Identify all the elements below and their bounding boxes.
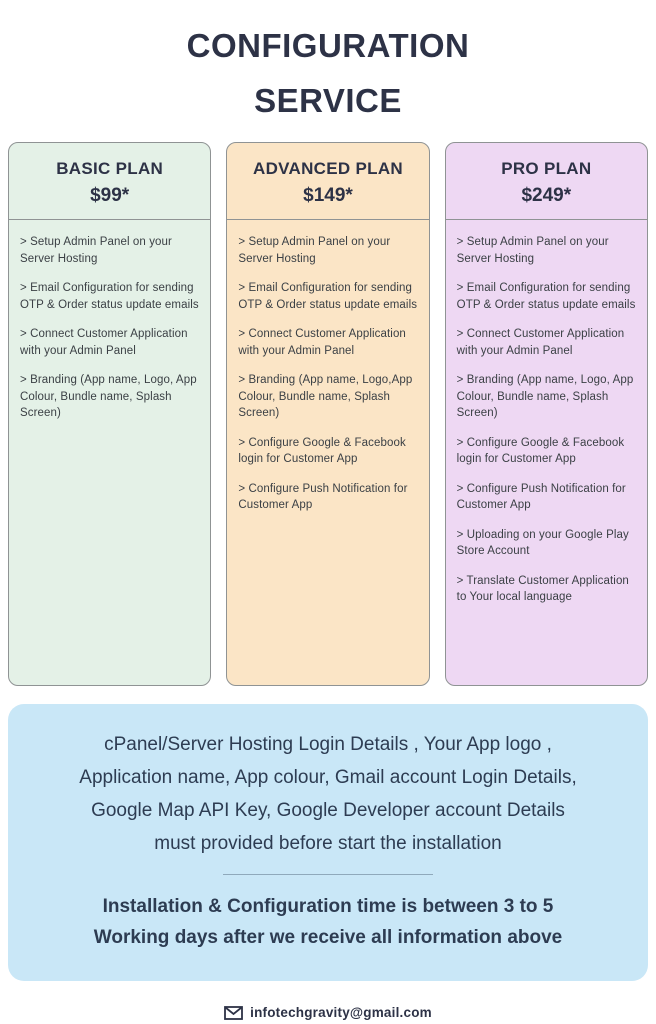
feature-item: > Branding (App name, Logo,App Colour, Bundle name, Splash Screen) [238,374,413,419]
pro-plan-card [445,142,648,686]
page-title [0,0,656,128]
feature-item: > Setup Admin Panel on your Server Hosting [20,236,172,265]
email-address[interactable]: infotechgravity@gmail.com [250,1005,432,1020]
pro-plan-features [446,220,647,629]
feature-item: > Email Configuration for sending OTP & Order status update emails [238,282,418,311]
page-title-line1: CONFIGURATION [186,27,470,64]
pro-plan-price: $249* [521,185,572,206]
feature-item: > Connect Customer Application with your Admin Panel [238,328,406,357]
feature-item: > Setup Admin Panel on your Server Hosting [456,236,609,265]
basic-plan-header [9,143,210,220]
requirements-line: cPanel/Server Hosting Login Details , Your App logo , [104,734,552,755]
advanced-plan-features [227,220,428,537]
feature-item: > Connect Customer Application with your Admin Panel [456,328,625,357]
feature-item: > Connect Customer Application with your Admin Panel [20,328,188,357]
feature-item: > Uploading on your Google Play Store Account [456,528,629,557]
note-line: Working days after we receive all information above [93,927,563,948]
advanced-plan-name: ADVANCED PLAN [253,159,403,178]
pro-plan-name: PRO PLAN [501,159,592,178]
requirements-info-box [8,704,648,981]
envelope-icon [224,1006,243,1020]
page-title-line2: SERVICE [254,82,402,119]
note-line: Installation & Configuration time is between 3 to 5 [102,896,554,917]
requirements-line: must provided before start the installation [154,833,502,854]
feature-item: > Branding (App name, Logo, App Colour, Bundle name, Splash Screen) [456,374,634,419]
feature-item: > Configure Google & Facebook login for Customer App [238,436,406,465]
divider [223,874,433,875]
feature-item: > Configure Google & Facebook login for Customer App [456,436,625,465]
feature-item: > Branding (App name, Logo, App Colour, Bundle name, Splash Screen) [20,374,197,419]
requirements-line: Google Map API Key, Google Developer account Details [91,800,565,821]
basic-plan-price: $99* [90,185,130,206]
pro-plan-header [446,143,647,220]
basic-plan-features [9,220,210,445]
advanced-plan-header [227,143,428,220]
pricing-cards-row [8,142,648,686]
advanced-plan-price: $149* [303,185,353,206]
feature-item: > Configure Push Notification for Customer App [238,482,408,511]
advanced-plan-card [226,142,429,686]
feature-item: > Email Configuration for sending OTP & Order status update emails [456,282,636,311]
requirements-line: Application name, App colour, Gmail account Login Details, [79,767,577,788]
basic-plan-card [8,142,211,686]
requirements-paragraph [34,728,622,860]
contact-email[interactable] [0,1005,656,1020]
feature-item: > Setup Admin Panel on your Server Hosting [238,236,391,265]
basic-plan-name: BASIC PLAN [56,159,164,178]
feature-item: > Email Configuration for sending OTP & Order status update emails [20,282,199,311]
feature-item: > Translate Customer Application to Your local language [456,574,629,603]
installation-time-note [34,891,622,953]
feature-item: > Configure Push Notification for Customer App [456,482,626,511]
